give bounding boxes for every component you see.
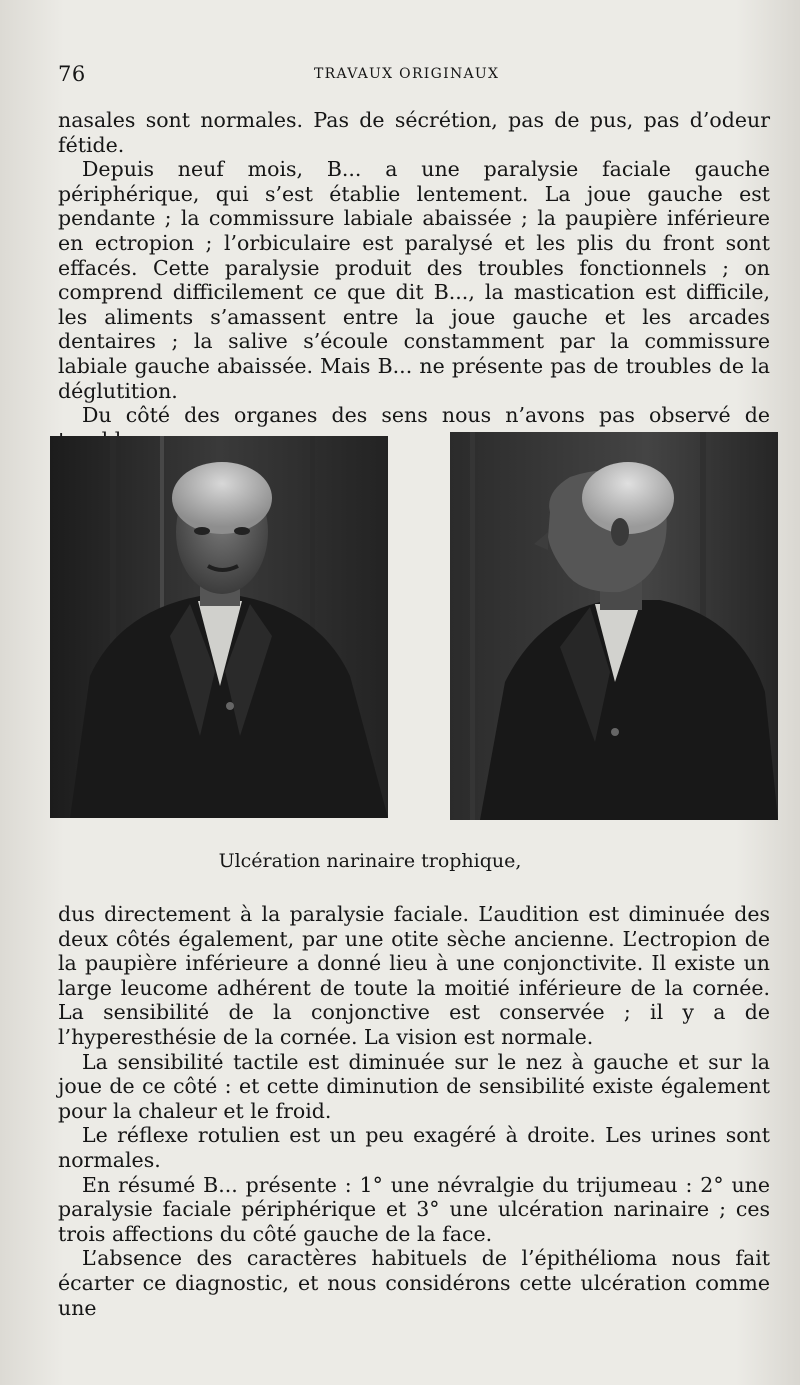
running-head: TRAVAUX ORIGINAUX xyxy=(314,66,500,82)
paragraph: Du côté des organes des sens nous n’avons pas observé de xyxy=(82,403,770,428)
paragraph: nasales sont normales. Pas de sécrétion, pas de pus, pas d’odeur fétide. xyxy=(58,108,770,157)
text-block-bottom xyxy=(58,902,770,1320)
paragraph: L’absence des caractères habituels de l’épithélioma nous fait écarter ce diagnostic, et nous considérons cette ulcération comme une xyxy=(58,1246,770,1320)
page-number: 76 xyxy=(58,62,86,86)
paragraph: Le réflexe rotulien est un peu exagéré à droite. Les urines sont normales. xyxy=(58,1123,770,1172)
paragraph: La sensibilité tactile est diminuée sur le nez à gauche et sur la joue de ce côté : et cette diminution de sensibilité existe également pour la chaleur et le froid. xyxy=(58,1049,770,1123)
patient-photo-profile xyxy=(450,432,778,820)
paragraph: dus directement à la paralysie faciale. L’audition est diminuée des deux côtés également, par une otite sèche ancienne. L’ectropion de la paupière inférieure a donné lieu à une conjonctivite. Il existe un large leucome adhérent de toute la moitié inférieure de la cornée. La sensibilité de la conjonctive est conservée ; il y a de l’hyperesthésie de la cornée. La vision est normale. xyxy=(58,902,770,1049)
page-header xyxy=(58,62,760,92)
paragraph: En résumé B... présente : 1° une névralgie du trijumeau : 2° une paralysie faciale périphérique et 3° une ulcération narinaire ; ces trois affections du côté gauche de la face. xyxy=(58,1172,770,1246)
paragraph: Depuis neuf mois, B... a une paralysie faciale gauche périphérique, qui s’est établie lentement. La joue gauche est pendante ; la commissure labiale abaissée ; la paupière inférieure en ectropion ; l’orbiculaire est paralysé et les plis du front sont effacés. Cette paralysie produit des troubles fonctionnels ; on comprend difficilement ce que dit B..., la mastication est difficile, les aliments s’amassent entre la joue gauche et les arcades dentaires ; la salive s’écoule constamment par la commissure labiale gauche abaissée. Mais B... ne présente pas de troubles de la déglutition. xyxy=(58,157,770,403)
patient-photo-front xyxy=(50,436,388,818)
caption-text: Ulcération narinaire trophique, xyxy=(218,850,522,872)
text-block-top xyxy=(58,108,770,452)
figure-caption xyxy=(0,850,800,872)
